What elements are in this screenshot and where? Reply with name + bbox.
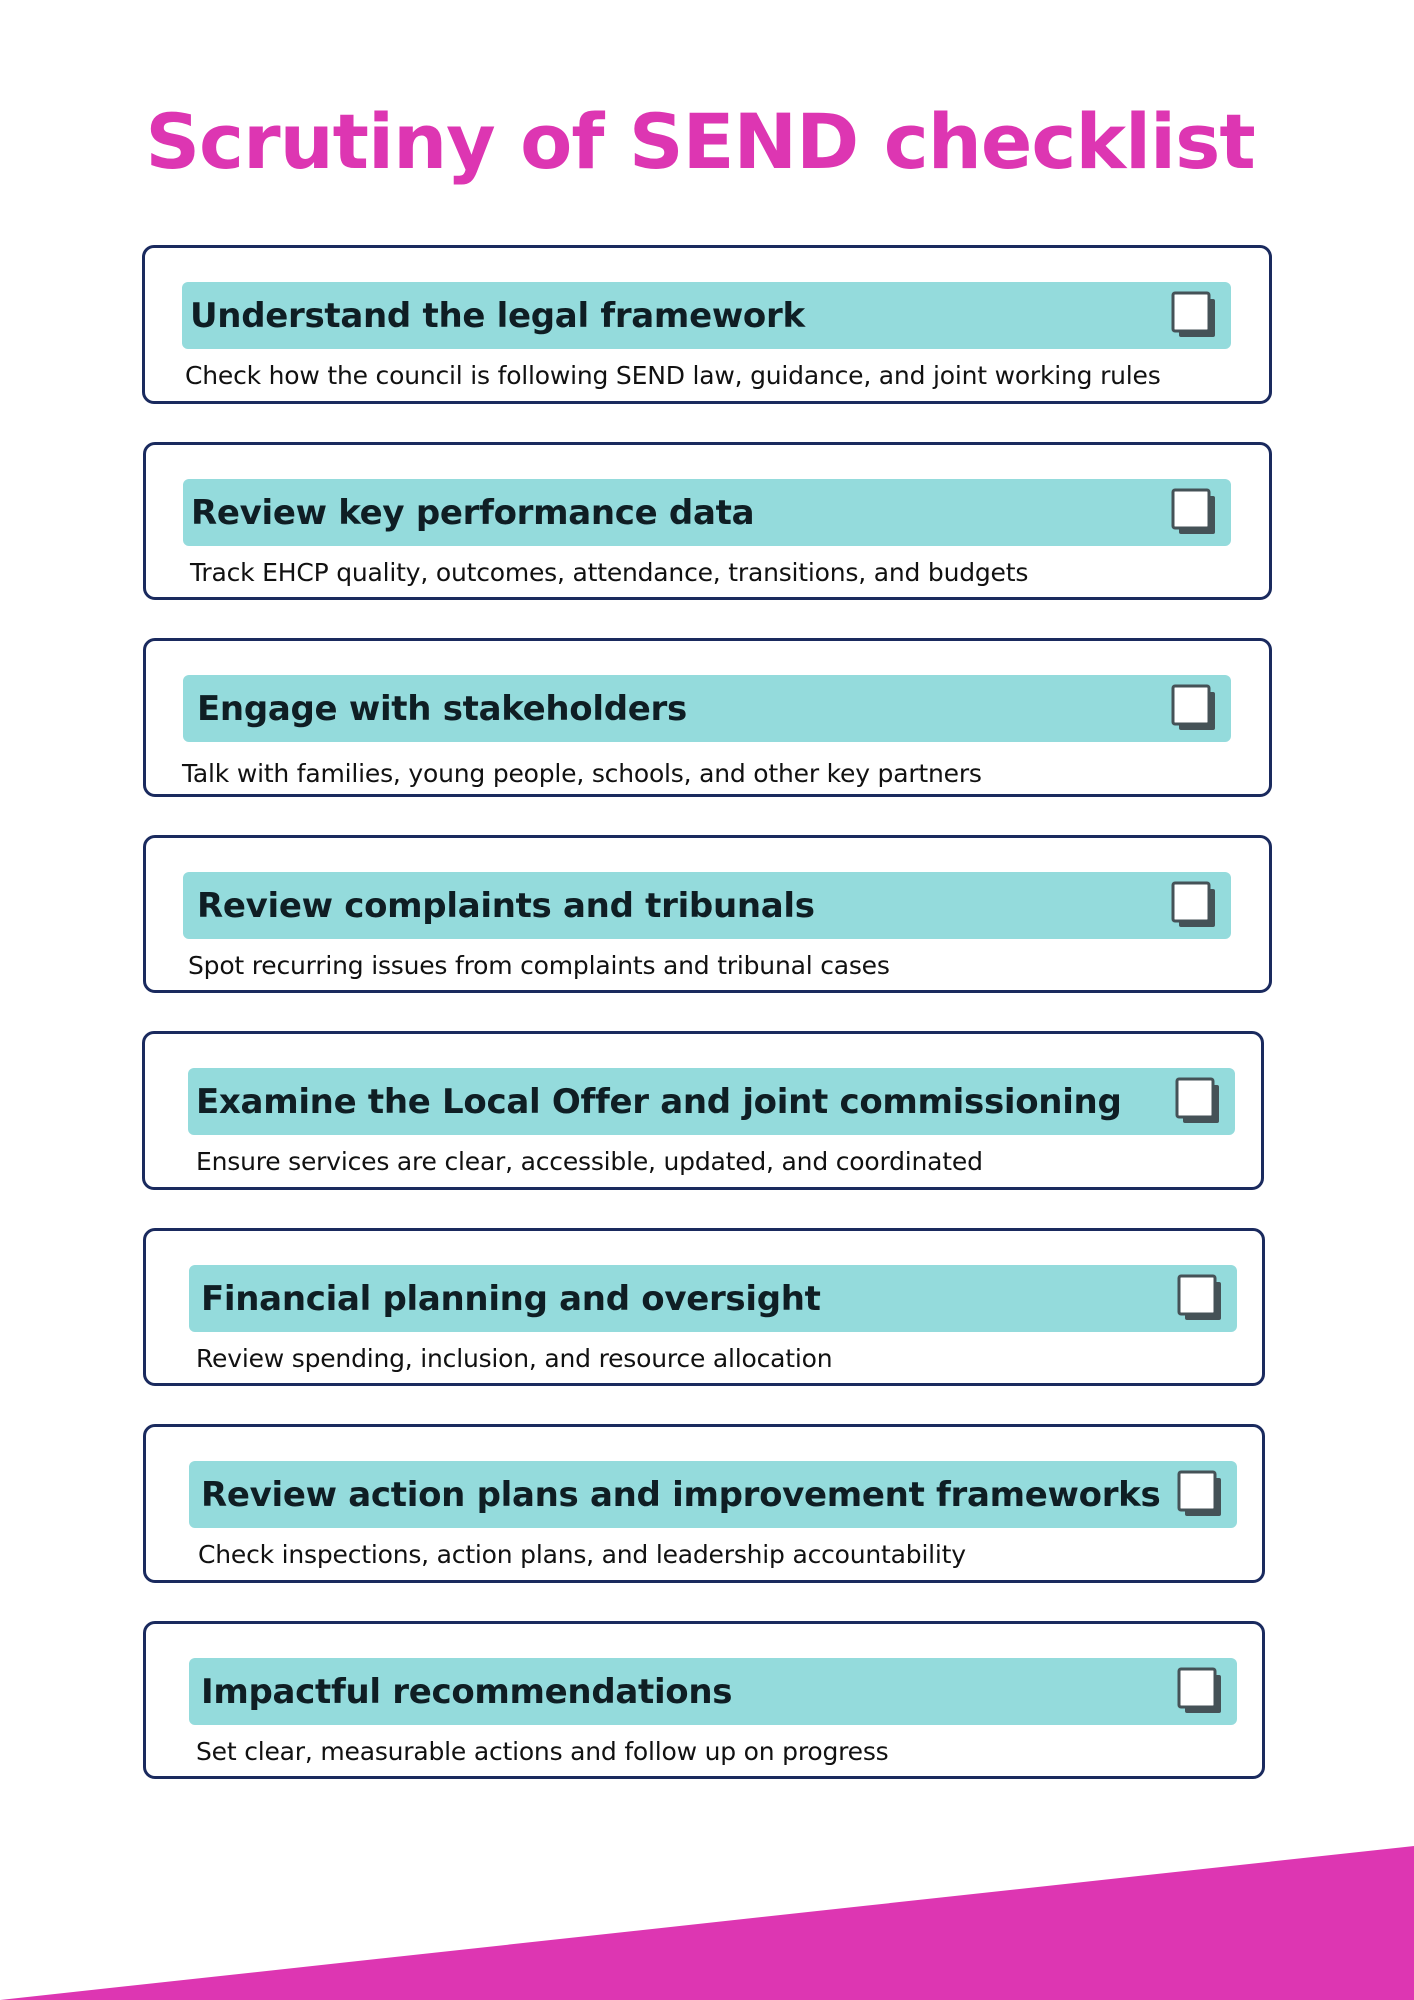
checklist-item-header (183, 872, 1231, 939)
page-title: Scrutiny of SEND checklist (145, 97, 1255, 186)
checklist-item-description: Ensure services are clear, accessible, updated, and coordinated (196, 1147, 983, 1176)
checklist-item-header (183, 479, 1231, 546)
empty-checkbox-icon[interactable] (1171, 881, 1217, 929)
checklist-item-description: Check how the council is following SEND law, guidance, and joint working rules (185, 361, 1161, 390)
empty-checkbox-icon[interactable] (1175, 1077, 1221, 1125)
empty-checkbox-icon[interactable] (1177, 1274, 1223, 1322)
checklist-card (143, 638, 1272, 797)
checklist-card (143, 1424, 1265, 1583)
checklist-card (143, 1621, 1265, 1779)
checklist-item-title: Engage with stakeholders (197, 688, 687, 729)
checklist-item-description: Review spending, inclusion, and resource allocation (196, 1344, 833, 1373)
checklist-item-header (189, 1658, 1237, 1725)
checklist-item-description: Track EHCP quality, outcomes, attendance, transitions, and budgets (190, 558, 1029, 587)
empty-checkbox-icon[interactable] (1171, 488, 1217, 536)
checklist-item-description: Spot recurring issues from complaints and tribunal cases (188, 951, 890, 980)
checklist-item-header (189, 1461, 1237, 1528)
empty-checkbox-icon[interactable] (1171, 684, 1217, 732)
checklist-item-description: Set clear, measurable actions and follow up on progress (196, 1737, 889, 1766)
empty-checkbox-icon[interactable] (1171, 291, 1217, 339)
checklist-item-header (189, 1265, 1237, 1332)
checklist-card (142, 1031, 1264, 1190)
checklist-item-title: Review key performance data (191, 492, 755, 533)
checklist-item-header (183, 675, 1231, 742)
checklist-item-title: Financial planning and oversight (201, 1278, 821, 1319)
checklist-card (143, 1228, 1265, 1386)
empty-checkbox-icon[interactable] (1177, 1667, 1223, 1715)
checklist-item-header (182, 282, 1231, 349)
checklist-item-description: Talk with families, young people, schools, and other key partners (182, 759, 982, 788)
checklist-item-title: Review action plans and improvement frameworks (201, 1474, 1161, 1515)
decorative-banner-shape (0, 1846, 1414, 2000)
empty-checkbox-icon[interactable] (1177, 1470, 1223, 1518)
checklist-item-title: Examine the Local Offer and joint commissioning (196, 1081, 1122, 1122)
checklist-item-title: Review complaints and tribunals (197, 885, 815, 926)
checklist-item-title: Understand the legal framework (190, 295, 805, 336)
decorative-banner (0, 1840, 1414, 2000)
checklist-card (143, 835, 1272, 993)
checklist-card (142, 245, 1272, 404)
checklist-item-title: Impactful recommendations (201, 1671, 733, 1712)
checklist-card (143, 442, 1272, 600)
checklist-item-header (188, 1068, 1235, 1135)
checklist-item-description: Check inspections, action plans, and leadership accountability (198, 1540, 966, 1569)
